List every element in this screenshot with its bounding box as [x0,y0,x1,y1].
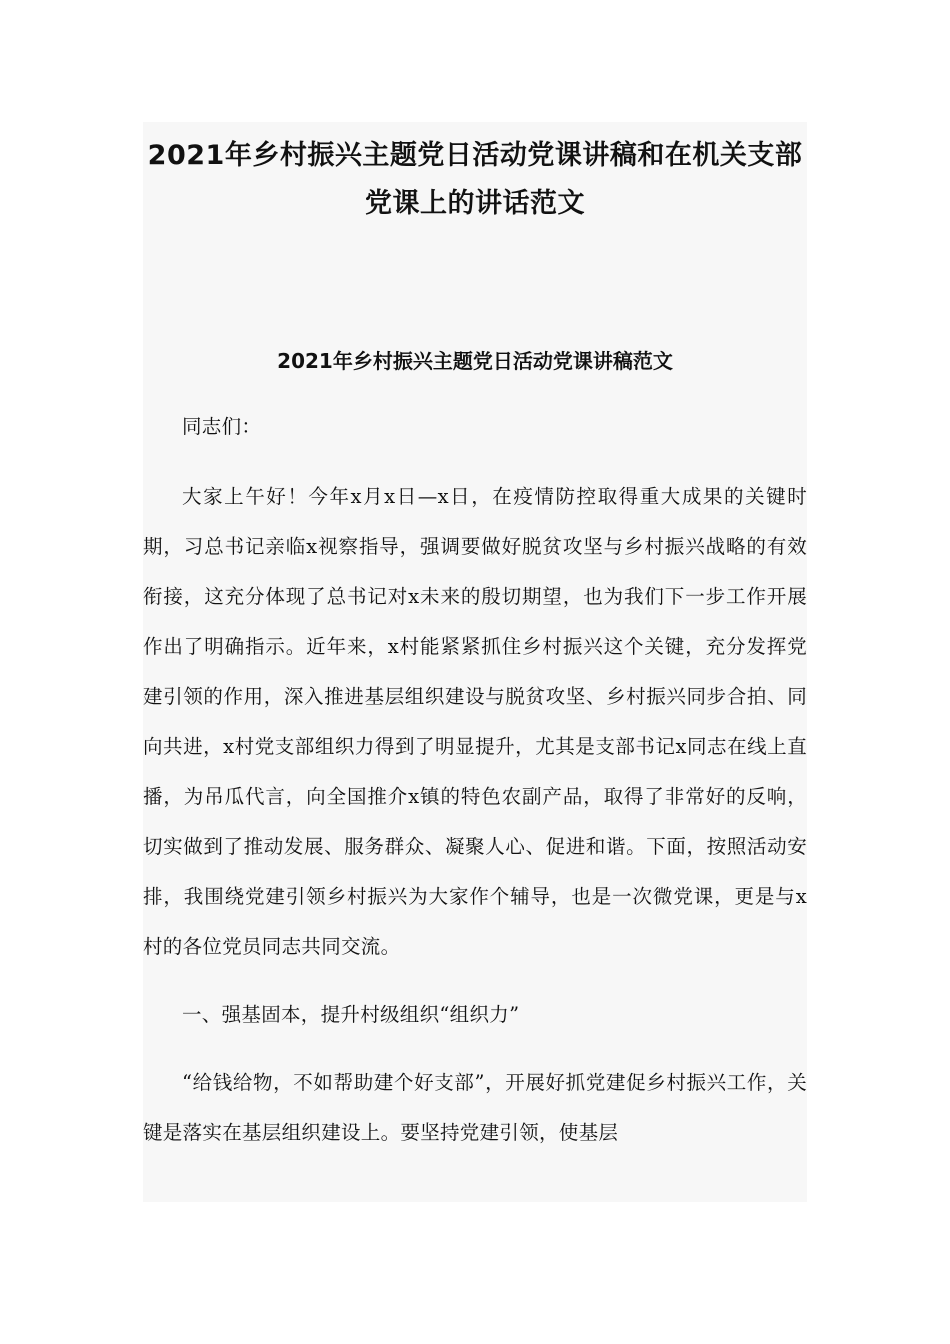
document-page [143,122,807,1202]
greeting-line: 同志们： [182,415,262,438]
body-paragraph: “给钱给物，不如帮助建个好支部”，开展好抓党建促乡村振兴工作，关键是落实在基层组织建设上。要坚持党建引领，使基层 [143,1071,807,1144]
section-heading: 一、强基固本，提升村级组织“组织力” [182,1003,520,1026]
body-paragraph: 大家上午好！今年x月x日—x日，在疫情防控取得重大成果的关键时期，习总书记亲临x视察指导，强调要做好脱贫攻坚与乡村振兴战略的有效衔接，这充分体现了总书记对x未来的殷切期望，也为我们下一步工作开展作出了明确指示。近年来，x村能紧紧抓住乡村振兴这个关键，充分发挥党建引领的作用，深入推进基层组织建设与脱贫攻坚、乡村振兴同步合拍、同向共进，x村党支部组织力得到了明显提升，尤其是支部书记x同志在线上直播，为吊瓜代言，向全国推介x镇的特色农副产品，取得了非常好的反响，切实做到了推动发展、服务群众、凝聚人心、促进和谐。下面，按照活动安排，我围绕党建引领乡村振兴为大家作个辅导，也是一次微党课，更是与x村的各位党员同志共同交流。 [143,485,807,958]
document-subtitle: 2021年乡村振兴主题党日活动党课讲稿范文 [277,349,673,373]
document-title: 2021年乡村振兴主题党日活动党课讲稿和在机关支部党课上的讲话范文 [147,140,803,219]
